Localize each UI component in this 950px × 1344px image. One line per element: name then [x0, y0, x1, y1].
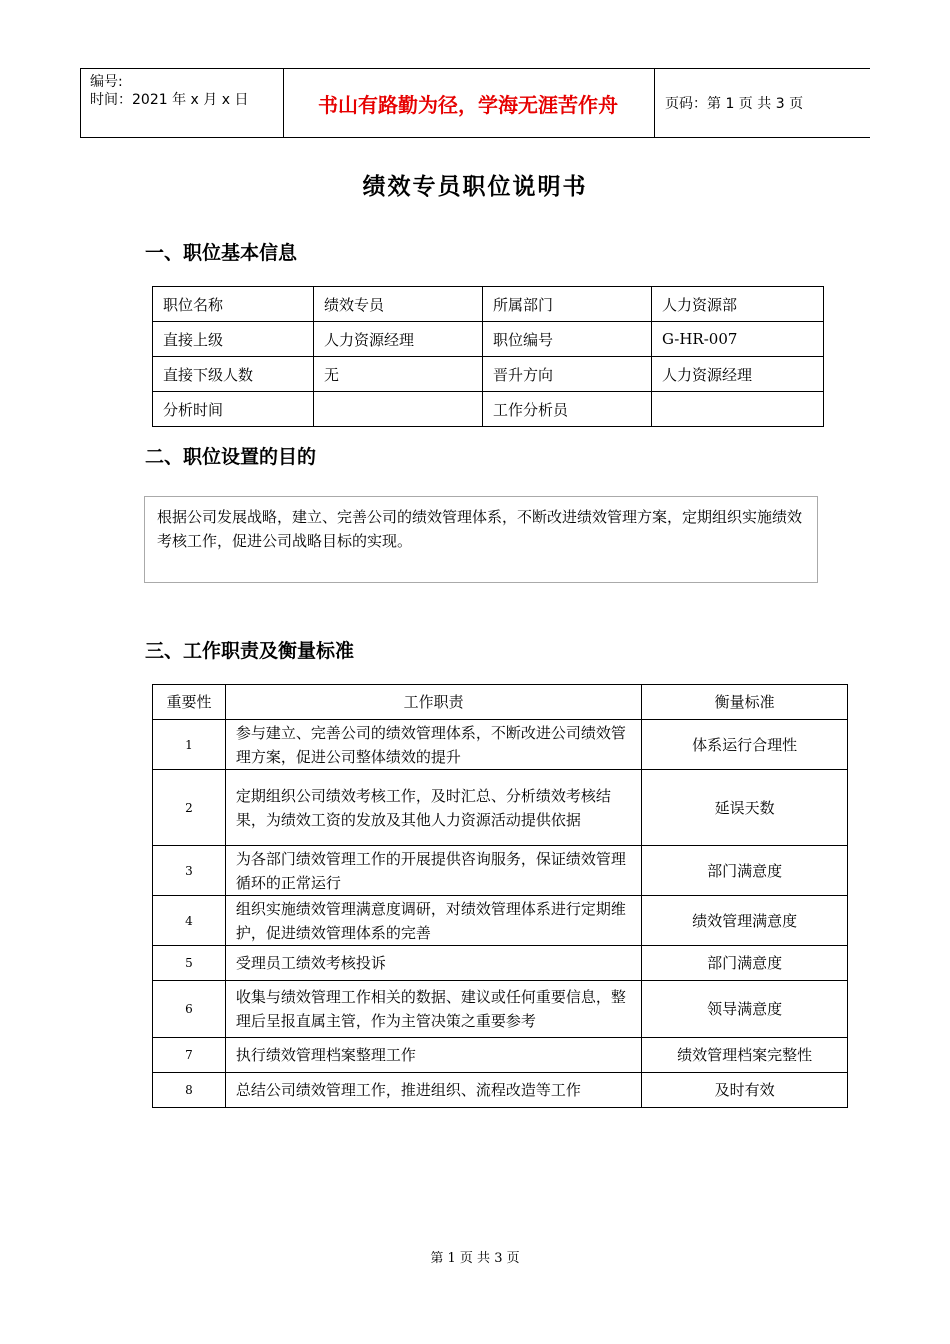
importance-cell: 5 [153, 946, 226, 981]
duty-cell: 为各部门绩效管理工作的开展提供咨询服务，保证绩效管理循环的正常运行 [225, 846, 641, 896]
column-header-duty: 工作职责 [225, 685, 641, 720]
table-row [153, 846, 848, 896]
table-row [153, 322, 824, 357]
measure-cell: 部门满意度 [642, 846, 848, 896]
duty-cell: 收集与绩效管理工作相关的数据、建议或任何重要信息，整理后呈报直属主管，作为主管决策之重要参考 [225, 981, 641, 1038]
table-cell: 职位名称 [153, 287, 314, 322]
table-cell: 直接下级人数 [153, 357, 314, 392]
importance-cell: 2 [153, 770, 226, 846]
table-row [153, 896, 848, 946]
duties-table [152, 684, 848, 1108]
measure-cell: 绩效管理档案完整性 [642, 1038, 848, 1073]
table-cell: 人力资源部 [652, 287, 824, 322]
duty-cell: 执行绩效管理档案整理工作 [225, 1038, 641, 1073]
table-row [153, 720, 848, 770]
header-motto: 书山有路勤为径，学海无涯苦作舟 [282, 69, 655, 137]
page-header [80, 68, 870, 138]
section-1-heading: 一、职位基本信息 [145, 242, 298, 264]
table-cell: 人力资源经理 [314, 322, 483, 357]
table-row [153, 1073, 848, 1108]
importance-cell: 3 [153, 846, 226, 896]
purpose-text: 根据公司发展战略，建立、完善公司的绩效管理体系，不断改进绩效管理方案，定期组织实施绩效考核工作，促进公司战略目标的实现。 [144, 496, 818, 583]
measure-cell: 绩效管理满意度 [642, 896, 848, 946]
importance-cell: 8 [153, 1073, 226, 1108]
importance-cell: 4 [153, 896, 226, 946]
table-cell: 无 [314, 357, 483, 392]
document-number-label: 编号: [90, 74, 123, 90]
table-cell [314, 392, 483, 427]
table-cell: G-HR-007 [652, 322, 824, 357]
duty-cell: 参与建立、完善公司的绩效管理体系，不断改进公司绩效管理方案，促进公司整体绩效的提升 [225, 720, 641, 770]
header-meta-cell [80, 69, 284, 137]
table-cell: 人力资源经理 [652, 357, 824, 392]
table-row [153, 1038, 848, 1073]
importance-cell: 7 [153, 1038, 226, 1073]
duty-cell: 组织实施绩效管理满意度调研，对绩效管理体系进行定期维护，促进绩效管理体系的完善 [225, 896, 641, 946]
duty-cell: 受理员工绩效考核投诉 [225, 946, 641, 981]
table-cell: 工作分析员 [483, 392, 652, 427]
page-footer: 第 1 页 共 3 页 [430, 1251, 520, 1266]
document-time-label: 时间：2021 年 x 月 x 日 [90, 92, 249, 108]
table-row [153, 392, 824, 427]
table-cell: 绩效专员 [314, 287, 483, 322]
table-row [153, 946, 848, 981]
table-row [153, 981, 848, 1038]
table-cell: 直接上级 [153, 322, 314, 357]
table-cell: 职位编号 [483, 322, 652, 357]
table-cell: 分析时间 [153, 392, 314, 427]
measure-cell: 体系运行合理性 [642, 720, 848, 770]
measure-cell: 部门满意度 [642, 946, 848, 981]
column-header-importance: 重要性 [153, 685, 226, 720]
table-cell: 所属部门 [483, 287, 652, 322]
section-2-heading: 二、职位设置的目的 [145, 446, 317, 468]
column-header-measure: 衡量标准 [642, 685, 848, 720]
table-row [153, 770, 848, 846]
duty-cell: 总结公司绩效管理工作，推进组织、流程改造等工作 [225, 1073, 641, 1108]
table-row [153, 357, 824, 392]
header-page-info: 页码：第 1 页 共 3 页 [665, 96, 804, 112]
basic-info-table [152, 286, 824, 427]
importance-cell: 1 [153, 720, 226, 770]
table-row [153, 287, 824, 322]
table-cell: 晋升方向 [483, 357, 652, 392]
measure-cell: 延误天数 [642, 770, 848, 846]
table-cell [652, 392, 824, 427]
measure-cell: 领导满意度 [642, 981, 848, 1038]
importance-cell: 6 [153, 981, 226, 1038]
section-3-heading: 三、工作职责及衡量标准 [145, 640, 355, 662]
table-header-row [153, 685, 848, 720]
duty-cell: 定期组织公司绩效考核工作，及时汇总、分析绩效考核结果，为绩效工资的发放及其他人力资源活动提供依据 [225, 770, 641, 846]
measure-cell: 及时有效 [642, 1073, 848, 1108]
document-title: 绩效专员职位说明书 [362, 173, 588, 200]
